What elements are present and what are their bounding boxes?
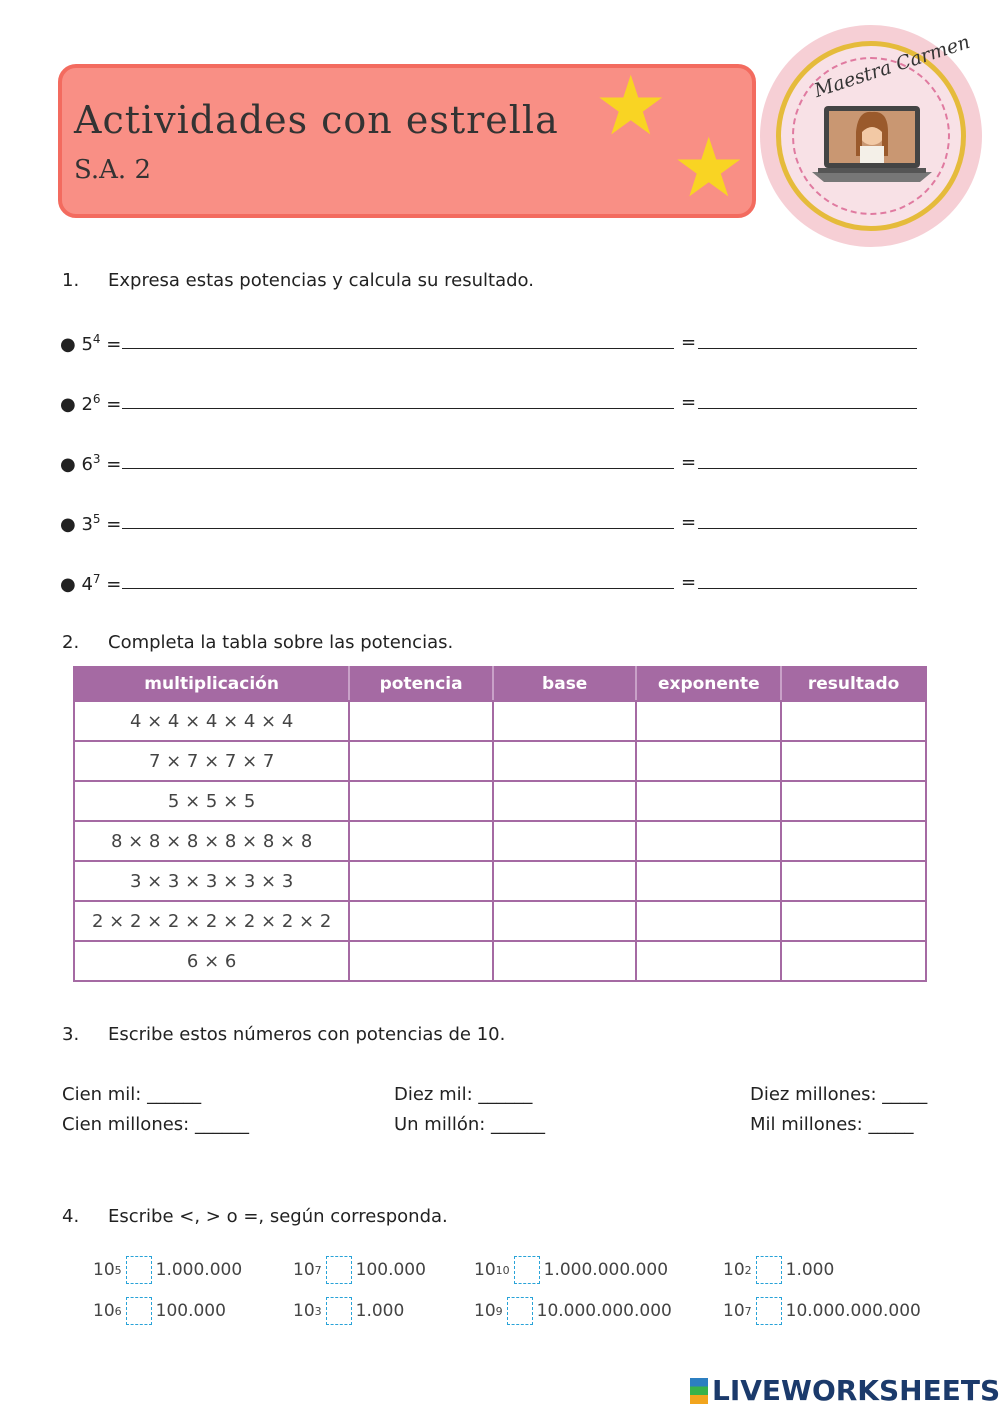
equals-sign: = xyxy=(100,454,122,475)
table-row xyxy=(74,941,926,981)
table-row xyxy=(74,901,926,941)
section1-text: Expresa estas potencias y calcula su resultado. xyxy=(108,270,534,291)
table-row xyxy=(74,741,926,781)
power-exponent: 2 xyxy=(744,1263,752,1277)
blank-field[interactable]: Mil millones: _____ xyxy=(750,1114,914,1135)
equals-sign: = xyxy=(681,572,697,593)
badge-signature: Maestra Carmen xyxy=(811,30,973,103)
comparison-item xyxy=(293,1256,426,1284)
multiplication-cell: 5 × 5 × 5 xyxy=(74,781,349,821)
base-cell[interactable] xyxy=(493,741,636,781)
result-answer-line[interactable] xyxy=(698,348,917,349)
exponente-cell[interactable] xyxy=(636,781,781,821)
table-row xyxy=(74,701,926,741)
section2-heading xyxy=(62,632,453,653)
expansion-answer-line[interactable] xyxy=(122,588,674,589)
table-row xyxy=(74,861,926,901)
power-base: 10 xyxy=(293,1301,315,1321)
power-item xyxy=(60,572,121,595)
blank-field[interactable]: Cien mil: ______ xyxy=(62,1084,202,1105)
comparison-value: 1.000.000.000 xyxy=(543,1260,669,1280)
resultado-cell[interactable] xyxy=(781,701,926,741)
section3-text: Escribe estos números con potencias de 10. xyxy=(108,1024,506,1045)
equals-sign: = xyxy=(681,392,697,413)
power-item xyxy=(60,452,121,475)
section1-heading xyxy=(62,270,534,291)
column-header: resultado xyxy=(781,667,926,701)
comparison-item xyxy=(723,1297,921,1325)
section2-text: Completa la tabla sobre las potencias. xyxy=(108,632,454,653)
page-title: Actividades con estrella xyxy=(74,98,559,142)
multiplication-cell: 4 × 4 × 4 × 4 × 4 xyxy=(74,701,349,741)
potencia-cell[interactable] xyxy=(349,781,493,821)
equals-sign: = xyxy=(681,512,697,533)
expansion-answer-line[interactable] xyxy=(122,468,674,469)
equals-sign: = xyxy=(100,394,122,415)
power-base: 10 xyxy=(723,1301,745,1321)
exponente-cell[interactable] xyxy=(636,821,781,861)
power-exponent: 5 xyxy=(114,1263,122,1277)
power-exponent: 9 xyxy=(495,1304,503,1318)
comparison-answer-box[interactable] xyxy=(326,1256,352,1284)
power-base: 10 xyxy=(93,1260,115,1280)
resultado-cell[interactable] xyxy=(781,781,926,821)
bullet-icon: ● xyxy=(60,514,82,535)
power-exponent: 5 xyxy=(92,512,101,526)
section3-heading xyxy=(62,1024,505,1045)
power-base: 10 xyxy=(293,1260,315,1280)
potencia-cell[interactable] xyxy=(349,861,493,901)
comparison-answer-box[interactable] xyxy=(514,1256,540,1284)
power-base: 5 xyxy=(81,334,93,355)
base-cell[interactable] xyxy=(493,781,636,821)
multiplication-cell: 3 × 3 × 3 × 3 × 3 xyxy=(74,861,349,901)
base-cell[interactable] xyxy=(493,821,636,861)
column-header: exponente xyxy=(636,667,781,701)
power-base: 6 xyxy=(81,454,93,475)
power-exponent: 3 xyxy=(92,452,101,466)
power-item xyxy=(60,512,121,535)
comparison-value: 1.000.000 xyxy=(155,1260,243,1280)
result-answer-line[interactable] xyxy=(698,468,917,469)
power-base: 10 xyxy=(723,1260,745,1280)
column-header: base xyxy=(493,667,636,701)
table-row xyxy=(74,821,926,861)
section1-number: 1. xyxy=(62,270,80,291)
comparison-value: 10.000.000.000 xyxy=(785,1301,921,1321)
comparison-item xyxy=(474,1297,672,1325)
multiplication-cell: 8 × 8 × 8 × 8 × 8 × 8 xyxy=(74,821,349,861)
resultado-cell[interactable] xyxy=(781,861,926,901)
comparison-value: 10.000.000.000 xyxy=(536,1301,672,1321)
comparison-answer-box[interactable] xyxy=(756,1256,782,1284)
power-exponent: 7 xyxy=(92,572,101,586)
comparison-answer-box[interactable] xyxy=(756,1297,782,1325)
power-item xyxy=(60,392,121,415)
multiplication-cell: 6 × 6 xyxy=(74,941,349,981)
power-base: 3 xyxy=(81,514,93,535)
potencia-cell[interactable] xyxy=(349,941,493,981)
resultado-cell[interactable] xyxy=(781,901,926,941)
base-cell[interactable] xyxy=(493,861,636,901)
bullet-icon: ● xyxy=(60,334,82,355)
star-icon: ★ xyxy=(594,59,668,154)
power-exponent: 10 xyxy=(495,1263,510,1277)
resultado-cell[interactable] xyxy=(781,941,926,981)
comparison-value: 100.000 xyxy=(155,1301,226,1321)
power-exponent: 3 xyxy=(314,1304,322,1318)
equals-sign: = xyxy=(681,332,697,353)
result-answer-line[interactable] xyxy=(698,588,917,589)
section4-number: 4. xyxy=(62,1206,80,1227)
base-cell[interactable] xyxy=(493,941,636,981)
equals-sign: = xyxy=(100,574,122,595)
page-subtitle: S.A. 2 xyxy=(74,155,151,185)
power-exponent: 7 xyxy=(744,1304,752,1318)
column-header: multiplicación xyxy=(74,667,349,701)
exponente-cell[interactable] xyxy=(636,741,781,781)
section2-number: 2. xyxy=(62,632,80,653)
powers-table xyxy=(73,666,927,982)
table-row xyxy=(74,781,926,821)
power-base: 10 xyxy=(474,1301,496,1321)
star-icon: ★ xyxy=(672,121,746,216)
comparison-item xyxy=(93,1297,226,1325)
liveworksheets-logo xyxy=(690,1374,1000,1407)
section3-number: 3. xyxy=(62,1024,80,1045)
table-header-row xyxy=(74,667,926,701)
power-exponent: 6 xyxy=(92,392,101,406)
bullet-icon: ● xyxy=(60,574,82,595)
potencia-cell[interactable] xyxy=(349,701,493,741)
comparison-item xyxy=(723,1256,834,1284)
exponente-cell[interactable] xyxy=(636,901,781,941)
laptop-avatar-icon xyxy=(812,86,932,196)
base-cell[interactable] xyxy=(493,901,636,941)
multiplication-cell: 7 × 7 × 7 × 7 xyxy=(74,741,349,781)
power-exponent: 7 xyxy=(314,1263,322,1277)
power-base: 2 xyxy=(81,394,93,415)
comparison-answer-box[interactable] xyxy=(126,1297,152,1325)
power-base: 4 xyxy=(81,574,93,595)
base-cell[interactable] xyxy=(493,701,636,741)
exponente-cell[interactable] xyxy=(636,941,781,981)
comparison-value: 1.000 xyxy=(355,1301,405,1321)
power-exponent: 6 xyxy=(114,1304,122,1318)
liveworksheets-icon xyxy=(690,1378,708,1404)
exponente-cell[interactable] xyxy=(636,701,781,741)
blank-field[interactable]: Diez millones: _____ xyxy=(750,1084,928,1105)
power-exponent: 4 xyxy=(92,332,101,346)
power-item xyxy=(60,332,121,355)
potencia-cell[interactable] xyxy=(349,741,493,781)
resultado-cell[interactable] xyxy=(781,741,926,781)
expansion-answer-line[interactable] xyxy=(122,408,674,409)
blank-field[interactable]: Un millón: ______ xyxy=(394,1114,546,1135)
equals-sign: = xyxy=(681,452,697,473)
comparison-item xyxy=(474,1256,668,1284)
result-answer-line[interactable] xyxy=(698,528,917,529)
potencia-cell[interactable] xyxy=(349,821,493,861)
equals-sign: = xyxy=(100,514,122,535)
bullet-icon: ● xyxy=(60,454,82,475)
bullet-icon: ● xyxy=(60,394,82,415)
expansion-answer-line[interactable] xyxy=(122,528,674,529)
comparison-item xyxy=(293,1297,404,1325)
section4-text: Escribe <, > o =, según corresponda. xyxy=(108,1206,448,1227)
blank-field[interactable]: Diez mil: ______ xyxy=(394,1084,533,1105)
power-base: 10 xyxy=(474,1260,496,1280)
power-base: 10 xyxy=(93,1301,115,1321)
comparison-value: 100.000 xyxy=(355,1260,426,1280)
potencia-cell[interactable] xyxy=(349,901,493,941)
comparison-item xyxy=(93,1256,242,1284)
resultado-cell[interactable] xyxy=(781,821,926,861)
footer-brand: LIVEWORKSHEETS xyxy=(712,1374,1000,1407)
comparison-answer-box[interactable] xyxy=(507,1297,533,1325)
comparison-answer-box[interactable] xyxy=(326,1297,352,1325)
comparison-answer-box[interactable] xyxy=(126,1256,152,1284)
multiplication-cell: 2 × 2 × 2 × 2 × 2 × 2 × 2 xyxy=(74,901,349,941)
result-answer-line[interactable] xyxy=(698,408,917,409)
equals-sign: = xyxy=(100,334,122,355)
blank-field[interactable]: Cien millones: ______ xyxy=(62,1114,249,1135)
expansion-answer-line[interactable] xyxy=(122,348,674,349)
exponente-cell[interactable] xyxy=(636,861,781,901)
section4-heading xyxy=(62,1206,448,1227)
column-header: potencia xyxy=(349,667,493,701)
comparison-value: 1.000 xyxy=(785,1260,835,1280)
